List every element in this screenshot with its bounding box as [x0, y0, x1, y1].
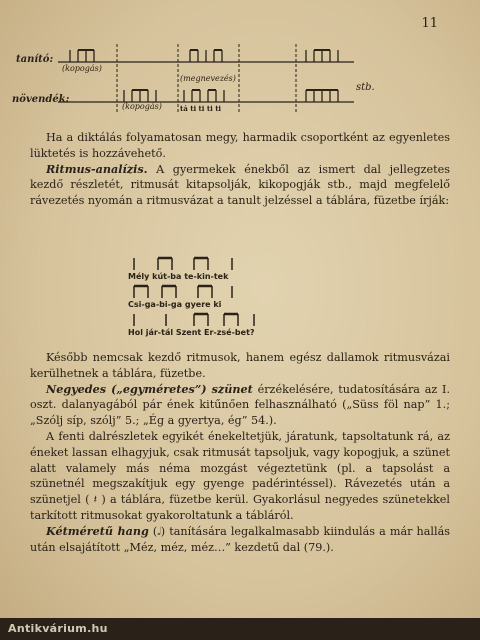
paragraph-4-text: érzékelésére, tudatosítására az I. oszt. dalanyagából pár ének kitűnően felhasználható („Süss föl nap” 1.; „Szólj síp, szólj” 5.; „Ég a gyertya, ég” 54.).	[30, 382, 450, 428]
rhythm-dictation-diagram	[12, 40, 375, 116]
note-kopogas: (kopogás)	[62, 64, 102, 73]
label-tanito: tanító:	[16, 54, 54, 65]
note-kopogas-2: (kopogás)	[122, 102, 162, 111]
paragraph-4	[30, 382, 450, 429]
paragraph-2	[30, 162, 450, 209]
paragraph-2-text: A gyermekek énekből az ismert dal jellegzetes kezdő részletét, ritmusát kitapsolják, kikopogják stb., majd megfelelő rávezetés nyomán a ritmusvázat a tanult jelzéssel a táblára, füzetbe írják:	[30, 162, 450, 208]
text-block-2	[30, 350, 450, 555]
paragraph-1: Ha a diktálás folyamatosan megy, harmadik csoportként az egyenletes lüktetés is hozzávehető.	[30, 131, 450, 160]
watermark-banner	[0, 618, 480, 640]
rhythm-row-3: Hol jár-tál Szent Er-zsé-bet?	[128, 328, 255, 337]
watermark-text: Antikvárium.hu	[8, 622, 108, 635]
stb-label: stb.	[356, 82, 375, 93]
paragraph-6	[30, 524, 450, 556]
label-novendek: növendék:	[12, 94, 70, 105]
heading-negyedes-szunet: Negyedes („egyméretes”) szünet	[46, 381, 253, 396]
page-number: 11	[421, 16, 438, 31]
paragraph-6-text: (𝅗𝅥) tanítására legalkalmasabb kiindulás a már hallás után elsajátított „Méz, méz, méz…” kezdetű dal (79.).	[30, 524, 450, 554]
rhythm-syllable-rows	[128, 256, 288, 342]
paragraph-3: Később nemcsak kezdő ritmusok, hanem egész dallamok ritmusvázai kerülhetnek a táblára, füzetbe.	[30, 351, 450, 380]
rhythm-row-1: Mély kút-ba te-kin-tek	[128, 272, 229, 281]
ti-syllables: tá ti ti ti ti	[180, 104, 222, 113]
heading-ketmeretu-hang: Kétméretű hang	[46, 523, 149, 538]
heading-ritmus-analizis: Ritmus-analízis.	[46, 161, 148, 176]
paragraph-5: A fenti dalrészletek egyikét énekeltetjük, járatunk, tapsoltatunk rá, az éneket lassan elhagyjuk, csak ritmusát tapsoljuk, vagy kopogjuk, a szünet alatt valamely más néma mozgást végeztetünk (pl. a tapsolást a szünetnél megszakítjuk egy gyenge padérintéssel). Rávezetés után a szünetjel ( 𝄽 ) a táblára, füzetbe kerül. Gyakorlásul negyedes szünetekkel tarkított ritmusokat gyakoroltatunk a tábláról.	[30, 429, 450, 522]
text-block-1	[30, 130, 450, 209]
note-megnevezes: (megnevezés)	[180, 74, 236, 83]
rhythm-row-2: Csi-ga-bi-ga gyere ki	[128, 300, 222, 309]
